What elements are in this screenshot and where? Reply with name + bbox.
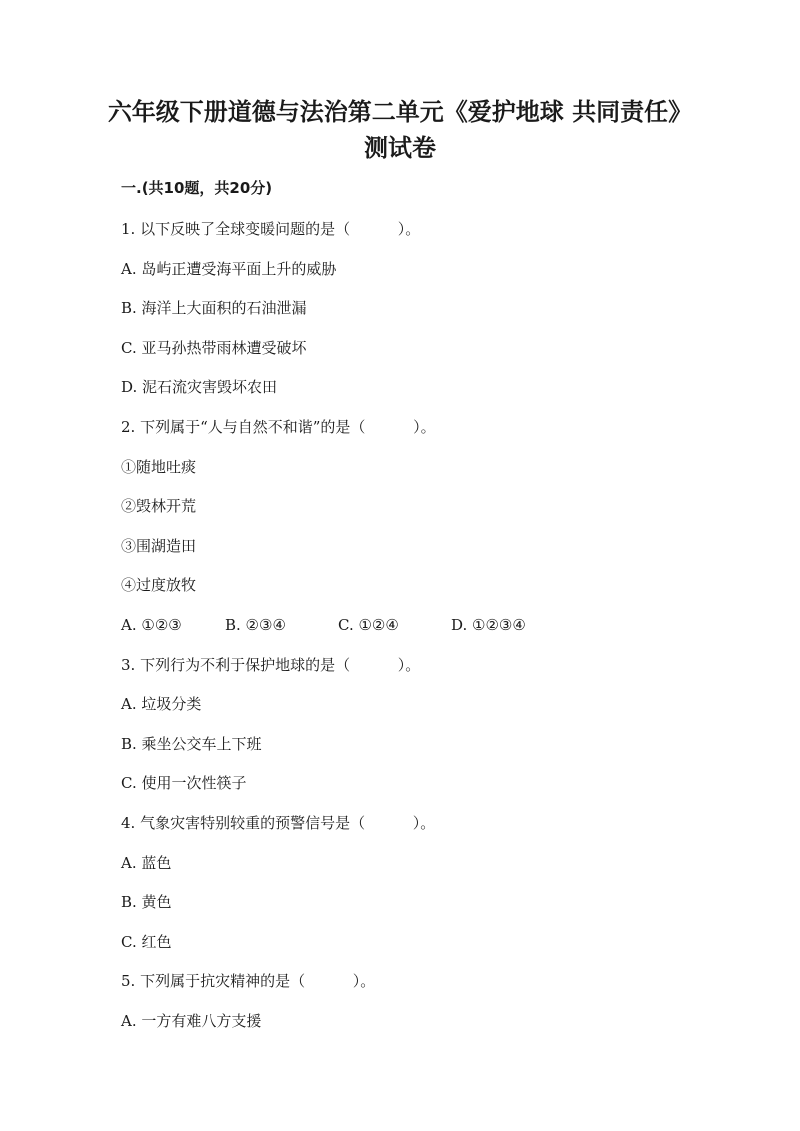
question-4-stem: 4. 气象灾害特别较重的预警信号是（ ）。 [121,814,436,832]
question-5-stem: 5. 下列属于抗灾精神的是（ ）。 [121,972,376,990]
question-2-item-3: ③围湖造田 [121,537,197,555]
question-1-option-c[interactable]: C. 亚马孙热带雨林遭受破坏 [121,339,307,357]
question-2-item-2: ②毁林开荒 [121,497,197,515]
question-2-option-d[interactable]: D. ①②③④ [451,616,526,634]
question-4-option-b[interactable]: B. 黄色 [121,893,172,911]
question-2-option-a[interactable]: A. ①②③ [121,616,182,634]
question-3-option-a[interactable]: A. 垃圾分类 [121,695,202,713]
page-title: 六年级下册道德与法治第二单元《爱护地球 共同责任》测试卷 [107,98,693,162]
question-5-option-a[interactable]: A. 一方有难八方支援 [121,1012,262,1030]
question-2-option-b[interactable]: B. ②③④ [225,616,286,634]
question-2-item-4: ④过度放牧 [121,576,197,594]
question-4-option-a[interactable]: A. 蓝色 [121,854,172,872]
question-4-option-c[interactable]: C. 红色 [121,933,172,951]
question-2-item-1: ①随地吐痰 [121,458,197,476]
question-2-stem: 2. 下列属于“人与自然不和谐”的是（ ）。 [121,418,436,436]
question-1-option-b[interactable]: B. 海洋上大面积的石油泄漏 [121,299,307,317]
question-3-stem: 3. 下列行为不利于保护地球的是（ ）。 [121,656,421,674]
question-3-option-c[interactable]: C. 使用一次性筷子 [121,774,247,792]
question-1-stem: 1. 以下反映了全球变暖问题的是（ ）。 [121,220,421,238]
question-3-option-b[interactable]: B. 乘坐公交车上下班 [121,735,262,753]
question-1-option-d[interactable]: D. 泥石流灾害毁坏农田 [121,378,278,396]
section-heading: 一.(共10题，共20分) [121,179,273,197]
question-1-option-a[interactable]: A. 岛屿正遭受海平面上升的威胁 [121,260,337,278]
question-2-option-c[interactable]: C. ①②④ [338,616,399,634]
